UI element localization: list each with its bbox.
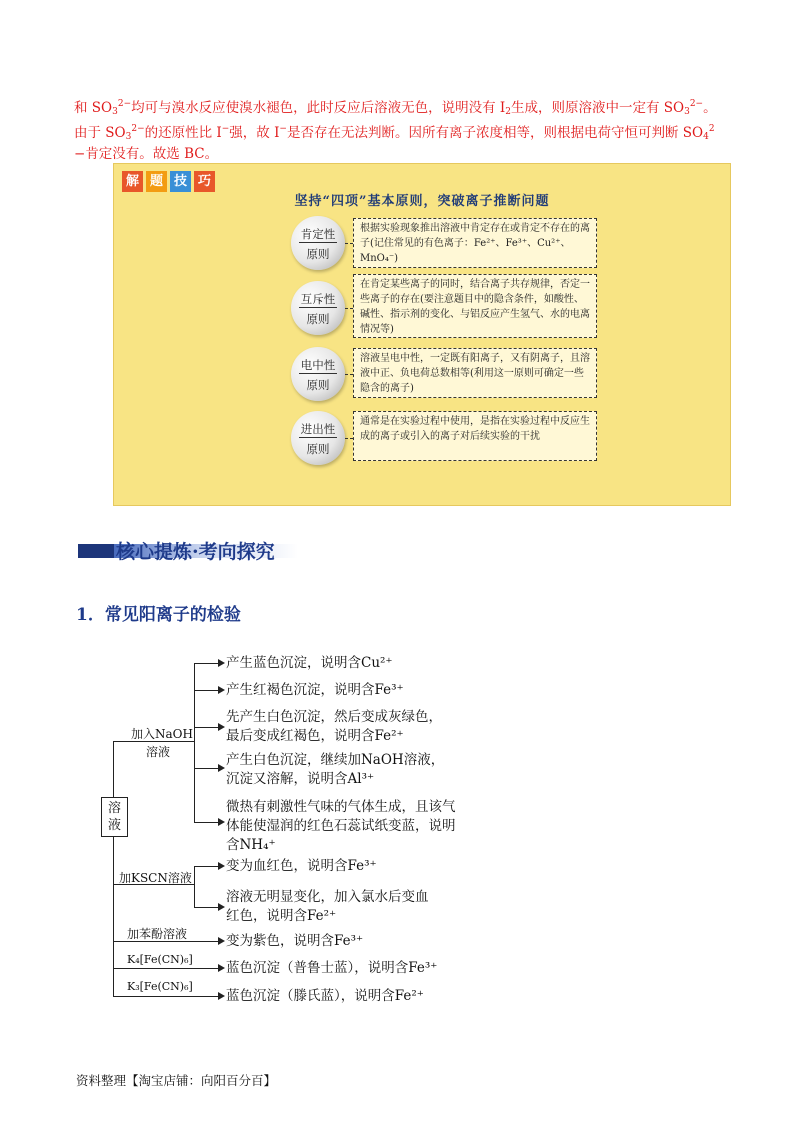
principle-desc-2: 在肯定某些离子的同时，结合离子共存规律，否定一些离子的存在(要注意题目中的隐含条件，如酸性、碱性、指示剂的变化、与铝反应产生氢气、水的电离情况等) [353,274,597,338]
reagent-naoh: 加入NaOH [131,727,193,741]
result-turnbull-blue: 蓝色沉淀（滕氏蓝），说明含Fe²⁺ [226,988,424,1004]
badge-ji: 技 [170,171,191,192]
result-al-1: 产生白色沉淀，继续加NaOH溶液， [226,752,445,768]
principle-suffix: 原则 [306,442,330,456]
reagent-k4: K₄[Fe(CN)₆] [127,953,193,966]
result-fe3-phenol: 变为紫色，说明含Fe³⁺ [226,933,364,949]
result-fe2-naoh-2: 最后变成红褐色，说明含Fe²⁺ [226,728,404,744]
badge-qiao: 巧 [194,171,215,192]
principle-circle-2 [291,281,345,335]
result-fe2-naoh-1: 先产生白色沉淀，然后变成灰绿色， [226,709,442,725]
badge-jie: 解 [122,171,143,192]
reagent-naoh-2: 溶液 [146,745,171,759]
principle-desc-3: 溶液呈电中性，一定既有阳离子，又有阴离子，且溶液中正、负电荷总数相等(利用这一原则可确定一些隐含的离子) [353,348,597,398]
result-cu: 产生蓝色沉淀，说明含Cu²⁺ [226,655,393,671]
result-nh4-1: 微热有刺激性气味的气体生成，且该气 [226,799,456,815]
footer-source: 资料整理【淘宝店铺：向阳百分百】 [76,1073,277,1088]
principle-circle-4 [291,411,345,465]
result-al-2: 沉淀又溶解，说明含Al³⁺ [226,771,375,787]
principle-suffix: 原则 [306,378,330,392]
badge-ti: 题 [146,171,167,192]
result-nh4-3: 含NH₄⁺ [226,837,276,853]
result-nh4-2: 体能使湿润的红色石蕊试纸变蓝，说明 [226,818,456,834]
principle-circle-1 [291,216,345,270]
reagent-k3: K₃[Fe(CN)₆] [127,980,193,993]
tips-box [113,163,731,506]
principle-name: 肯定性 [300,227,336,241]
diagram-root-solution: 溶 液 [101,797,128,837]
intro-line-3: −肯定没有。故选 BC。 [74,146,219,162]
result-fe3-naoh: 产生红褐色沉淀，说明含Fe³⁺ [226,682,404,698]
result-fe3-kscn: 变为血红色，说明含Fe³⁺ [226,858,377,874]
result-fe2-kscn-2: 红色，说明含Fe²⁺ [226,908,337,924]
principle-suffix: 原则 [306,312,330,326]
result-prussian-blue: 蓝色沉淀（普鲁士蓝），说明含Fe³⁺ [226,960,438,976]
heading-cation-test: 1．常见阳离子的检验 [76,605,241,625]
reagent-phenol: 加苯酚溶液 [127,927,188,941]
principle-name: 互斥性 [300,292,336,306]
intro-line-1: 和 $SO_3^{2-}$均可与溴水反应使溴水褪色，此时反应后溶液无色，说明没有 $I_2$生成，则原溶液中一定有 $SO_3^{2-}$。 [74,99,717,117]
result-fe2-kscn-1: 溶液无明显变化，加入氯水后变血 [226,889,429,905]
principle-circle-3 [291,347,345,401]
section-title: 核心提炼·考向探究 [116,541,275,563]
principle-suffix: 原则 [306,247,330,261]
principle-desc-4: 通常是在实验过程中使用，是指在实验过程中反应生成的离子或引入的离子对后续实验的干扰 [353,411,597,461]
principle-name: 进出性 [300,422,336,436]
tips-title: 坚持“四项”基本原则，突破离子推断问题 [294,194,550,209]
reagent-kscn: 加KSCN溶液 [119,871,192,885]
principle-desc-1: 根据实验现象推出溶液中肯定存在或肯定不存在的离子(记住常见的有色离子：Fe²⁺、Fe³⁺、Cu²⁺、MnO₄⁻) [353,218,597,268]
principle-name: 电中性 [300,358,336,372]
intro-line-2: 由于 $SO_3^{2-}$的还原性比 I−强，故 I−是否存在无法判断。因所有离子浓度相等，则根据电荷守恒可判断 $SO_4^2$ [74,124,715,142]
